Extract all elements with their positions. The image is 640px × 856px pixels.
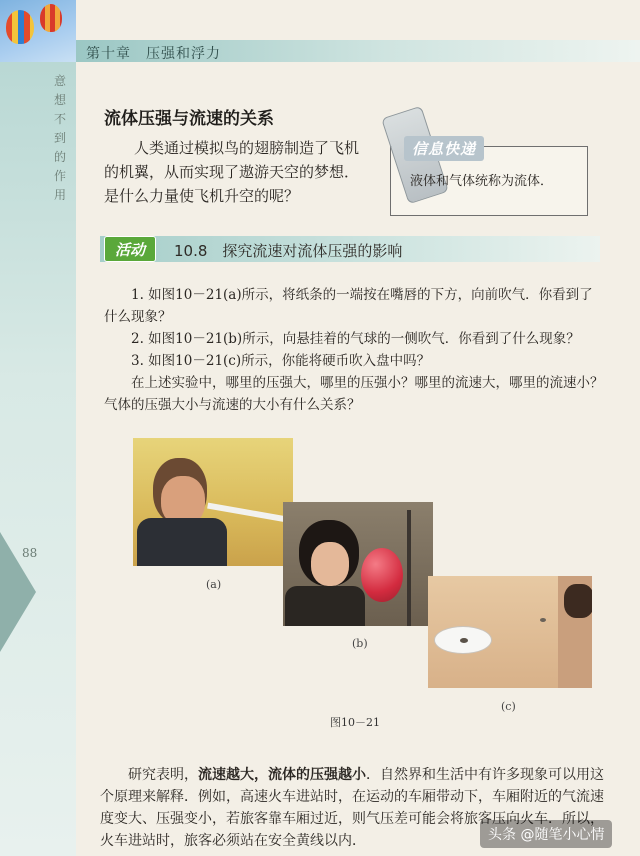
page-header (0, 0, 640, 62)
photo-coin-into-plate (428, 576, 592, 688)
side-tag-char: 用 (53, 188, 66, 202)
photo-blowing-paper-strip (133, 438, 293, 566)
person-shirt (137, 518, 227, 566)
figure-label: 图10－21 (330, 716, 380, 729)
chapter-title: 第十章 压强和浮力 (86, 46, 221, 62)
person-body (285, 586, 365, 626)
hot-air-balloon-icon (40, 4, 62, 32)
hot-air-balloon-icon (6, 10, 34, 44)
side-tag-char: 想 (53, 93, 66, 107)
info-box-text: 液体和气体统称为流体． (410, 174, 554, 189)
coin (540, 618, 546, 622)
body-bold-phrase: 流速越大 (198, 767, 254, 783)
sky-illustration (0, 0, 76, 62)
side-tag-char: 到 (53, 131, 66, 145)
page-number: 88 (22, 546, 38, 560)
section-title: 流体压强与流速的关系 (104, 109, 274, 129)
intro-paragraph: 人类通过模拟鸟的翅膀制造了飞机的机翼，从而实现了遨游天空的梦想．是什么力量使飞机升空的呢？ (104, 139, 360, 205)
activity-badge: 活动 (104, 236, 156, 262)
question-summary: 在上述实验中，哪里的压强大，哪里的压强小？哪里的流速大，哪里的流速小？气体的压强大小与流速的大小有什么关系？ (104, 375, 604, 413)
side-tag-vertical (52, 72, 68, 205)
body-bold-sep: ， (254, 767, 268, 783)
question-item: 2. 如图10－21(b)所示，向悬挂着的气球的一侧吹气．你看到了什么现象？ (131, 331, 580, 347)
person-hair (564, 584, 592, 618)
info-box-tag: 信息快递 (404, 136, 484, 161)
figure-caption-b: (b) (352, 637, 368, 650)
side-tag-char: 作 (53, 169, 66, 183)
body-rest: ．自然界和生活中有许多现象可以用这个原理来解释．例如，高速火车进站时，在运动的车厢带动下，车厢附近的气流速度变大、压强变小，若旅客靠车厢过近，则气压差可能会将旅客压向火车．所以，火车进站时，旅客必须站在安全黄线以内． (100, 767, 604, 849)
side-tag-char: 的 (53, 150, 66, 164)
figure-caption-c: (c) (501, 700, 516, 713)
activity-title: 10.8 探究流速对流体压强的影响 (174, 242, 403, 260)
question-item: 1. 如图10－21(a)所示，将纸条的一端按在嘴唇的下方，向前吹气．你看到了什么现象？ (104, 287, 593, 325)
side-tag-char: 不 (53, 112, 66, 126)
activity-questions (104, 284, 604, 416)
coin (460, 638, 468, 643)
figure-caption-a: (a) (206, 578, 222, 591)
question-item: 3. 如图10－21(c)所示，你能将硬币吹入盘中吗？ (131, 353, 431, 369)
photo-blowing-balloon (283, 502, 433, 626)
watermark: 头条 @随笔小心情 (480, 820, 612, 848)
side-tag-char: 意 (53, 74, 66, 88)
balloon-stand (407, 510, 411, 626)
person-face (311, 542, 349, 586)
red-balloon (361, 548, 403, 602)
body-bold-phrase: 流体的压强越小 (268, 767, 366, 783)
body-lead: 研究表明， (128, 767, 198, 783)
